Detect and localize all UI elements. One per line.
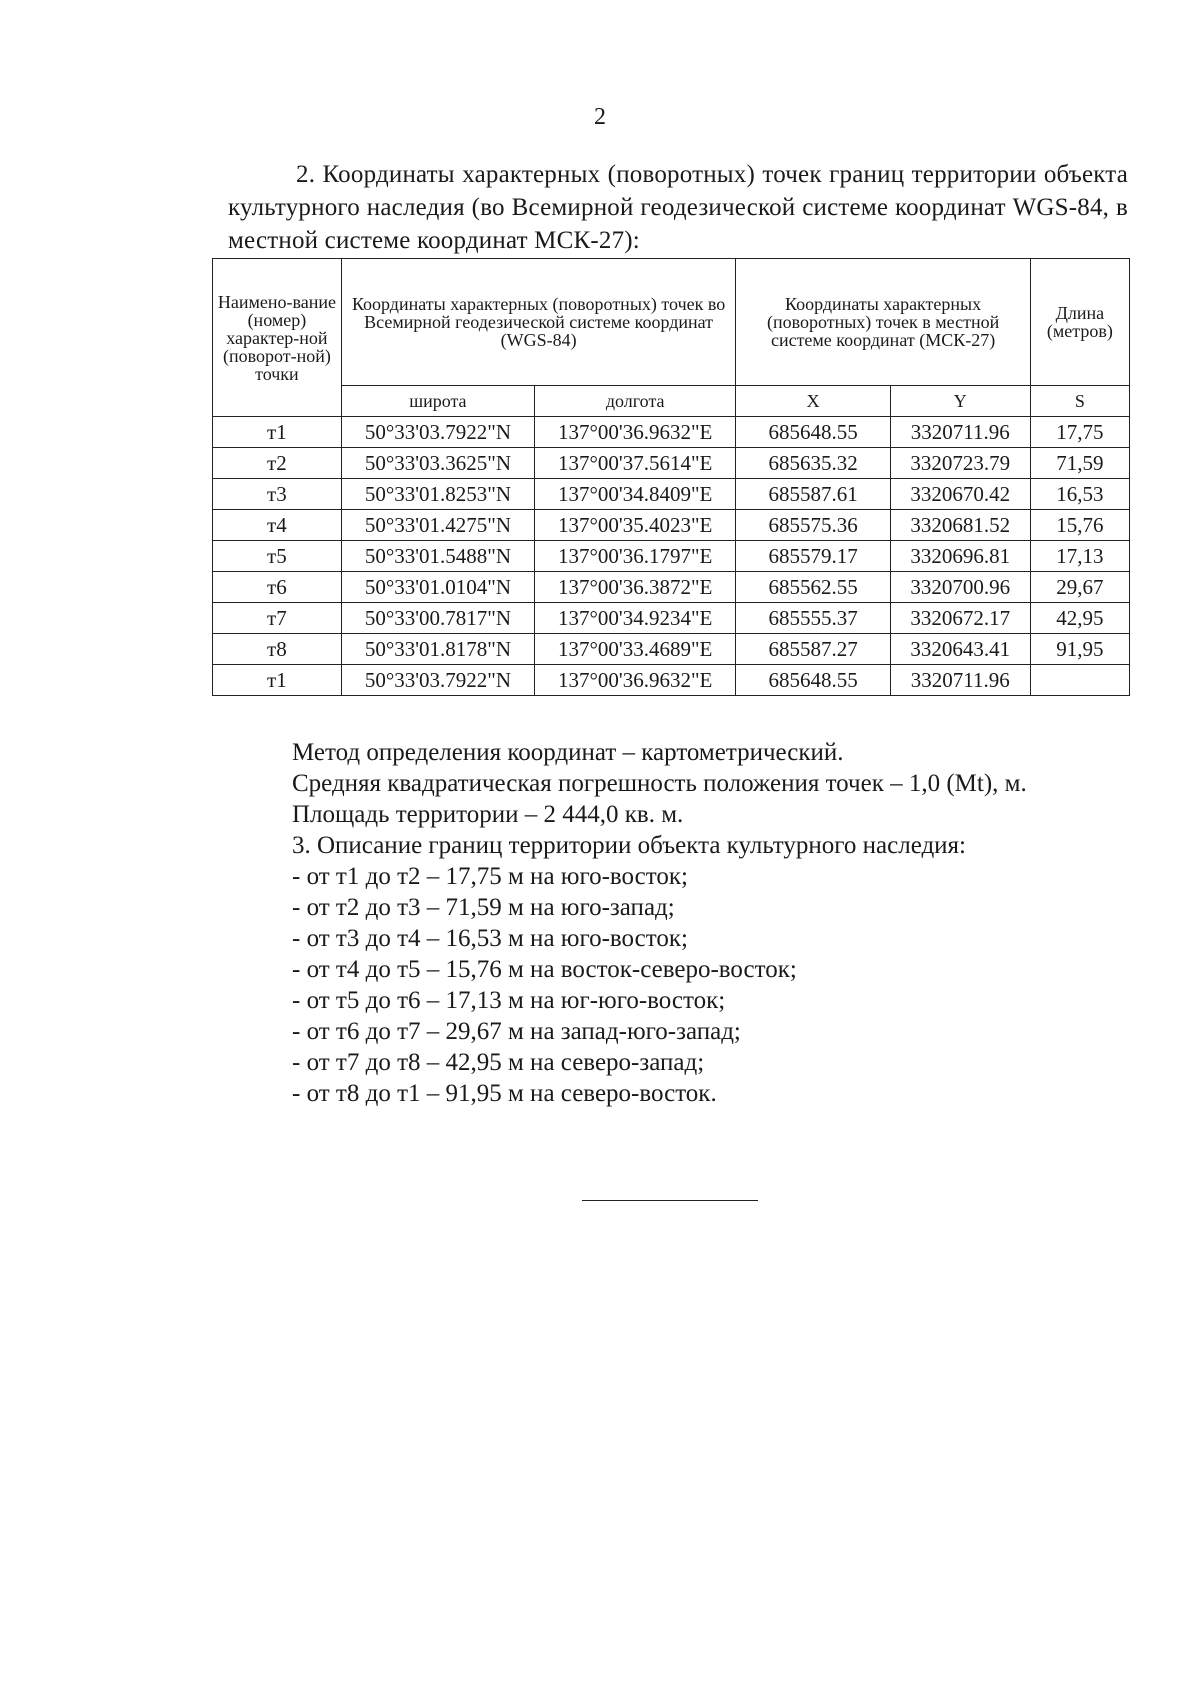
point-cell: т1 [213, 417, 342, 448]
point-cell: т6 [213, 572, 342, 603]
y-cell: 3320696.81 [890, 541, 1030, 572]
latitude-cell: 50°33'03.7922"N [341, 665, 534, 696]
longitude-cell: 137°00'36.9632"E [535, 665, 736, 696]
longitude-cell: 137°00'36.3872"E [535, 572, 736, 603]
length-cell: 16,53 [1030, 479, 1129, 510]
coordinates-table [212, 258, 1130, 696]
point-cell: т3 [213, 479, 342, 510]
boundary-segment: - от т8 до т1 – 91,95 м на северо-восток. [292, 1080, 717, 1107]
header-s: S [1030, 386, 1129, 417]
area-line: Площадь территории – 2 444,0 кв. м. [292, 801, 684, 828]
header-latitude: широта [341, 386, 534, 417]
longitude-cell: 137°00'34.8409"E [535, 479, 736, 510]
header-point-name: Наимено-вание (номер) характер-ной (поворот-ной) точки [213, 259, 342, 417]
page-number: 2 [594, 104, 606, 130]
y-cell: 3320643.41 [890, 634, 1030, 665]
table-row [213, 572, 1130, 603]
y-cell: 3320672.17 [890, 603, 1030, 634]
x-cell: 685575.36 [736, 510, 890, 541]
header-length: Длина (метров) [1030, 259, 1129, 386]
latitude-cell: 50°33'01.0104"N [341, 572, 534, 603]
x-cell: 685648.55 [736, 665, 890, 696]
boundary-segment: - от т5 до т6 – 17,13 м на юг-юго-восток; [292, 987, 726, 1014]
method-and-boundary-description [292, 737, 1152, 1109]
latitude-cell: 50°33'03.3625"N [341, 448, 534, 479]
point-cell: т8 [213, 634, 342, 665]
point-cell: т2 [213, 448, 342, 479]
boundary-segment: - от т6 до т7 – 29,67 м на запад-юго-запад; [292, 1018, 741, 1045]
latitude-cell: 50°33'00.7817"N [341, 603, 534, 634]
y-cell: 3320681.52 [890, 510, 1030, 541]
length-cell: 17,13 [1030, 541, 1129, 572]
y-cell: 3320700.96 [890, 572, 1030, 603]
x-cell: 685587.61 [736, 479, 890, 510]
table-row [213, 417, 1130, 448]
table-row [213, 448, 1130, 479]
x-cell: 685562.55 [736, 572, 890, 603]
boundary-segment: - от т3 до т4 – 16,53 м на юго-восток; [292, 925, 688, 952]
point-cell: т5 [213, 541, 342, 572]
boundary-segment: - от т4 до т5 – 15,76 м на восток-северо-восток; [292, 956, 797, 983]
y-cell: 3320711.96 [890, 665, 1030, 696]
table-row [213, 510, 1130, 541]
header-msk27-group: Координаты характерных (поворотных) точек в местной системе координат (МСК-27) [736, 259, 1030, 386]
boundary-segment: - от т1 до т2 – 17,75 м на юго-восток; [292, 863, 688, 890]
point-cell: т1 [213, 665, 342, 696]
boundary-segment: - от т7 до т8 – 42,95 м на северо-запад; [292, 1049, 705, 1076]
table-row [213, 479, 1130, 510]
length-cell: 17,75 [1030, 417, 1129, 448]
longitude-cell: 137°00'34.9234"E [535, 603, 736, 634]
method-line: Метод определения координат – картометрический. [292, 739, 844, 766]
longitude-cell: 137°00'36.1797"E [535, 541, 736, 572]
table-row [213, 665, 1130, 696]
section-2-heading: 2. Координаты характерных (поворотных) точек границ территории объекта культурного наследия (во Всемирной геодезической системе координат WGS-84, в местной системе координат МСК-27): [228, 161, 1128, 254]
accuracy-line: Средняя квадратическая погрешность положения точек – 1,0 (Mt), м. [292, 770, 1027, 797]
x-cell: 685635.32 [736, 448, 890, 479]
length-cell: 29,67 [1030, 572, 1129, 603]
header-longitude: долгота [535, 386, 736, 417]
x-cell: 685587.27 [736, 634, 890, 665]
x-cell: 685555.37 [736, 603, 890, 634]
length-cell: 15,76 [1030, 510, 1129, 541]
section-3-heading: 3. Описание границ территории объекта культурного наследия: [292, 832, 966, 859]
latitude-cell: 50°33'01.5488"N [341, 541, 534, 572]
x-cell: 685648.55 [736, 417, 890, 448]
y-cell: 3320670.42 [890, 479, 1030, 510]
header-x: X [736, 386, 890, 417]
latitude-cell: 50°33'01.4275"N [341, 510, 534, 541]
length-cell: 42,95 [1030, 603, 1129, 634]
y-cell: 3320711.96 [890, 417, 1030, 448]
point-cell: т7 [213, 603, 342, 634]
length-cell [1030, 665, 1129, 696]
longitude-cell: 137°00'33.4689"E [535, 634, 736, 665]
header-wgs84-group: Координаты характерных (поворотных) точек во Всемирной геодезической системе координат (WGS-84) [341, 259, 736, 386]
longitude-cell: 137°00'35.4023"E [535, 510, 736, 541]
point-cell: т4 [213, 510, 342, 541]
boundary-segment: - от т2 до т3 – 71,59 м на юго-запад; [292, 894, 675, 921]
y-cell: 3320723.79 [890, 448, 1030, 479]
table-row [213, 603, 1130, 634]
length-cell: 91,95 [1030, 634, 1129, 665]
table-row [213, 634, 1130, 665]
table-row [213, 541, 1130, 572]
length-cell: 71,59 [1030, 448, 1129, 479]
latitude-cell: 50°33'01.8178"N [341, 634, 534, 665]
end-separator-line [582, 1200, 758, 1201]
longitude-cell: 137°00'37.5614"E [535, 448, 736, 479]
header-y: Y [890, 386, 1030, 417]
x-cell: 685579.17 [736, 541, 890, 572]
latitude-cell: 50°33'03.7922"N [341, 417, 534, 448]
longitude-cell: 137°00'36.9632"E [535, 417, 736, 448]
latitude-cell: 50°33'01.8253"N [341, 479, 534, 510]
